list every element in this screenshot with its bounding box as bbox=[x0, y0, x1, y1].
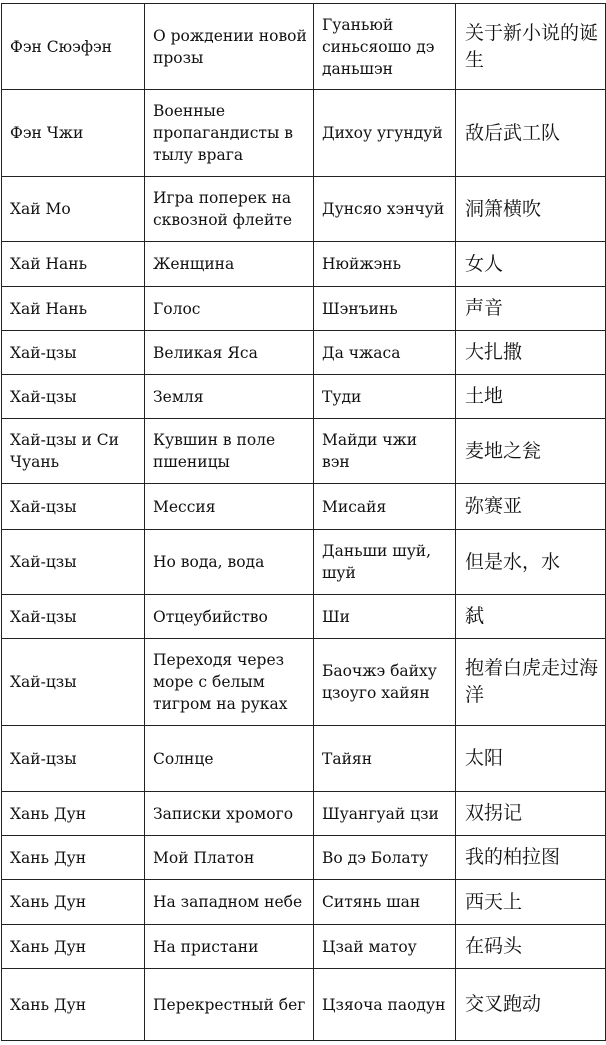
transcription-cell: Туди bbox=[314, 375, 456, 419]
title-ru-cell: Голос bbox=[145, 287, 314, 331]
title-ru-cell: О рождении новой прозы bbox=[145, 4, 314, 90]
transcription-cell: Гуаньюй синьсяошо дэ даньшэн bbox=[314, 4, 456, 90]
works-table bbox=[1, 3, 606, 1041]
transcription-cell: Мисайя bbox=[314, 484, 456, 530]
title-ru-cell: Переходя через море с белым тигром на руках bbox=[145, 639, 314, 726]
transcription-cell: Цзай матоу bbox=[314, 925, 456, 969]
table-row bbox=[2, 530, 606, 595]
transcription-cell: Дихоу угундуй bbox=[314, 90, 456, 177]
table-row bbox=[2, 639, 606, 726]
title-ru-cell: Кувшин в поле пшеницы bbox=[145, 419, 314, 484]
title-cn-cell: 土地 bbox=[456, 375, 606, 419]
table-row bbox=[2, 484, 606, 530]
title-ru-cell: Игра поперек на сквозной флейте bbox=[145, 177, 314, 242]
table-row bbox=[2, 287, 606, 331]
table-row bbox=[2, 331, 606, 375]
title-ru-cell: Мессия bbox=[145, 484, 314, 530]
title-cn-cell: 敌后武工队 bbox=[456, 90, 606, 177]
author-cell: Хай-цзы bbox=[2, 331, 145, 375]
title-ru-cell: Но вода, вода bbox=[145, 530, 314, 595]
title-ru-cell: Отцеубийство bbox=[145, 595, 314, 639]
title-cn-cell: 西天上 bbox=[456, 880, 606, 925]
transcription-cell: Нюйжэнь bbox=[314, 242, 456, 287]
table-row bbox=[2, 90, 606, 177]
title-cn-cell: 在码头 bbox=[456, 925, 606, 969]
table-row bbox=[2, 419, 606, 484]
title-ru-cell: На пристани bbox=[145, 925, 314, 969]
author-cell: Хай-цзы bbox=[2, 484, 145, 530]
transcription-cell: Майди чжи вэн bbox=[314, 419, 456, 484]
title-cn-cell: 抱着白虎走过海洋 bbox=[456, 639, 606, 726]
author-cell: Хань Дун bbox=[2, 969, 145, 1041]
author-cell: Хай-цзы bbox=[2, 639, 145, 726]
author-cell: Хай Мо bbox=[2, 177, 145, 242]
title-ru-cell: Записки хромого bbox=[145, 792, 314, 836]
author-cell: Хай Нань bbox=[2, 242, 145, 287]
title-cn-cell: 弥赛亚 bbox=[456, 484, 606, 530]
title-ru-cell: Перекрестный бег bbox=[145, 969, 314, 1041]
title-cn-cell: 洞箫横吹 bbox=[456, 177, 606, 242]
title-cn-cell: 我的柏拉图 bbox=[456, 836, 606, 880]
table-row bbox=[2, 177, 606, 242]
table-row bbox=[2, 726, 606, 792]
title-cn-cell: 女人 bbox=[456, 242, 606, 287]
title-ru-cell: Военные пропагандисты в тылу врага bbox=[145, 90, 314, 177]
title-ru-cell: Мой Платон bbox=[145, 836, 314, 880]
author-cell: Фэн Чжи bbox=[2, 90, 145, 177]
transcription-cell: Дунсяо хэнчуй bbox=[314, 177, 456, 242]
transcription-cell: Баочжэ байху цзоугo хайян bbox=[314, 639, 456, 726]
table-row bbox=[2, 969, 606, 1041]
author-cell: Хай-цзы bbox=[2, 530, 145, 595]
author-cell: Хань Дун bbox=[2, 792, 145, 836]
author-cell: Хай Нань bbox=[2, 287, 145, 331]
author-cell: Хай-цзы bbox=[2, 726, 145, 792]
author-cell: Хай-цзы и Си Чуань bbox=[2, 419, 145, 484]
title-ru-cell: Земля bbox=[145, 375, 314, 419]
table-row bbox=[2, 4, 606, 90]
transcription-cell: Шэнъинь bbox=[314, 287, 456, 331]
author-cell: Хай-цзы bbox=[2, 595, 145, 639]
title-cn-cell: 大扎撒 bbox=[456, 331, 606, 375]
author-cell: Хай-цзы bbox=[2, 375, 145, 419]
title-cn-cell: 声音 bbox=[456, 287, 606, 331]
title-cn-cell: 弑 bbox=[456, 595, 606, 639]
transcription-cell: Во дэ Болату bbox=[314, 836, 456, 880]
table-row bbox=[2, 792, 606, 836]
table-body bbox=[2, 4, 606, 1041]
title-cn-cell: 交叉跑动 bbox=[456, 969, 606, 1041]
author-cell: Фэн Сюэфэн bbox=[2, 4, 145, 90]
title-cn-cell: 麦地之瓮 bbox=[456, 419, 606, 484]
transcription-cell: Ситянь шан bbox=[314, 880, 456, 925]
table-row bbox=[2, 880, 606, 925]
transcription-cell: Даньши шуй, шуй bbox=[314, 530, 456, 595]
title-cn-cell: 关于新小说的诞生 bbox=[456, 4, 606, 90]
title-cn-cell: 太阳 bbox=[456, 726, 606, 792]
author-cell: Хань Дун bbox=[2, 836, 145, 880]
title-ru-cell: Женщина bbox=[145, 242, 314, 287]
title-ru-cell: На западном небе bbox=[145, 880, 314, 925]
table-row bbox=[2, 242, 606, 287]
transcription-cell: Цзяоча паодун bbox=[314, 969, 456, 1041]
transcription-cell: Ши bbox=[314, 595, 456, 639]
title-cn-cell: 双拐记 bbox=[456, 792, 606, 836]
transcription-cell: Да чжаса bbox=[314, 331, 456, 375]
table-row bbox=[2, 375, 606, 419]
author-cell: Хань Дун bbox=[2, 925, 145, 969]
author-cell: Хань Дун bbox=[2, 880, 145, 925]
table-row bbox=[2, 836, 606, 880]
table-row bbox=[2, 595, 606, 639]
table-row bbox=[2, 925, 606, 969]
title-ru-cell: Великая Яса bbox=[145, 331, 314, 375]
transcription-cell: Шуангуай цзи bbox=[314, 792, 456, 836]
title-ru-cell: Солнце bbox=[145, 726, 314, 792]
transcription-cell: Тайян bbox=[314, 726, 456, 792]
title-cn-cell: 但是水，水 bbox=[456, 530, 606, 595]
